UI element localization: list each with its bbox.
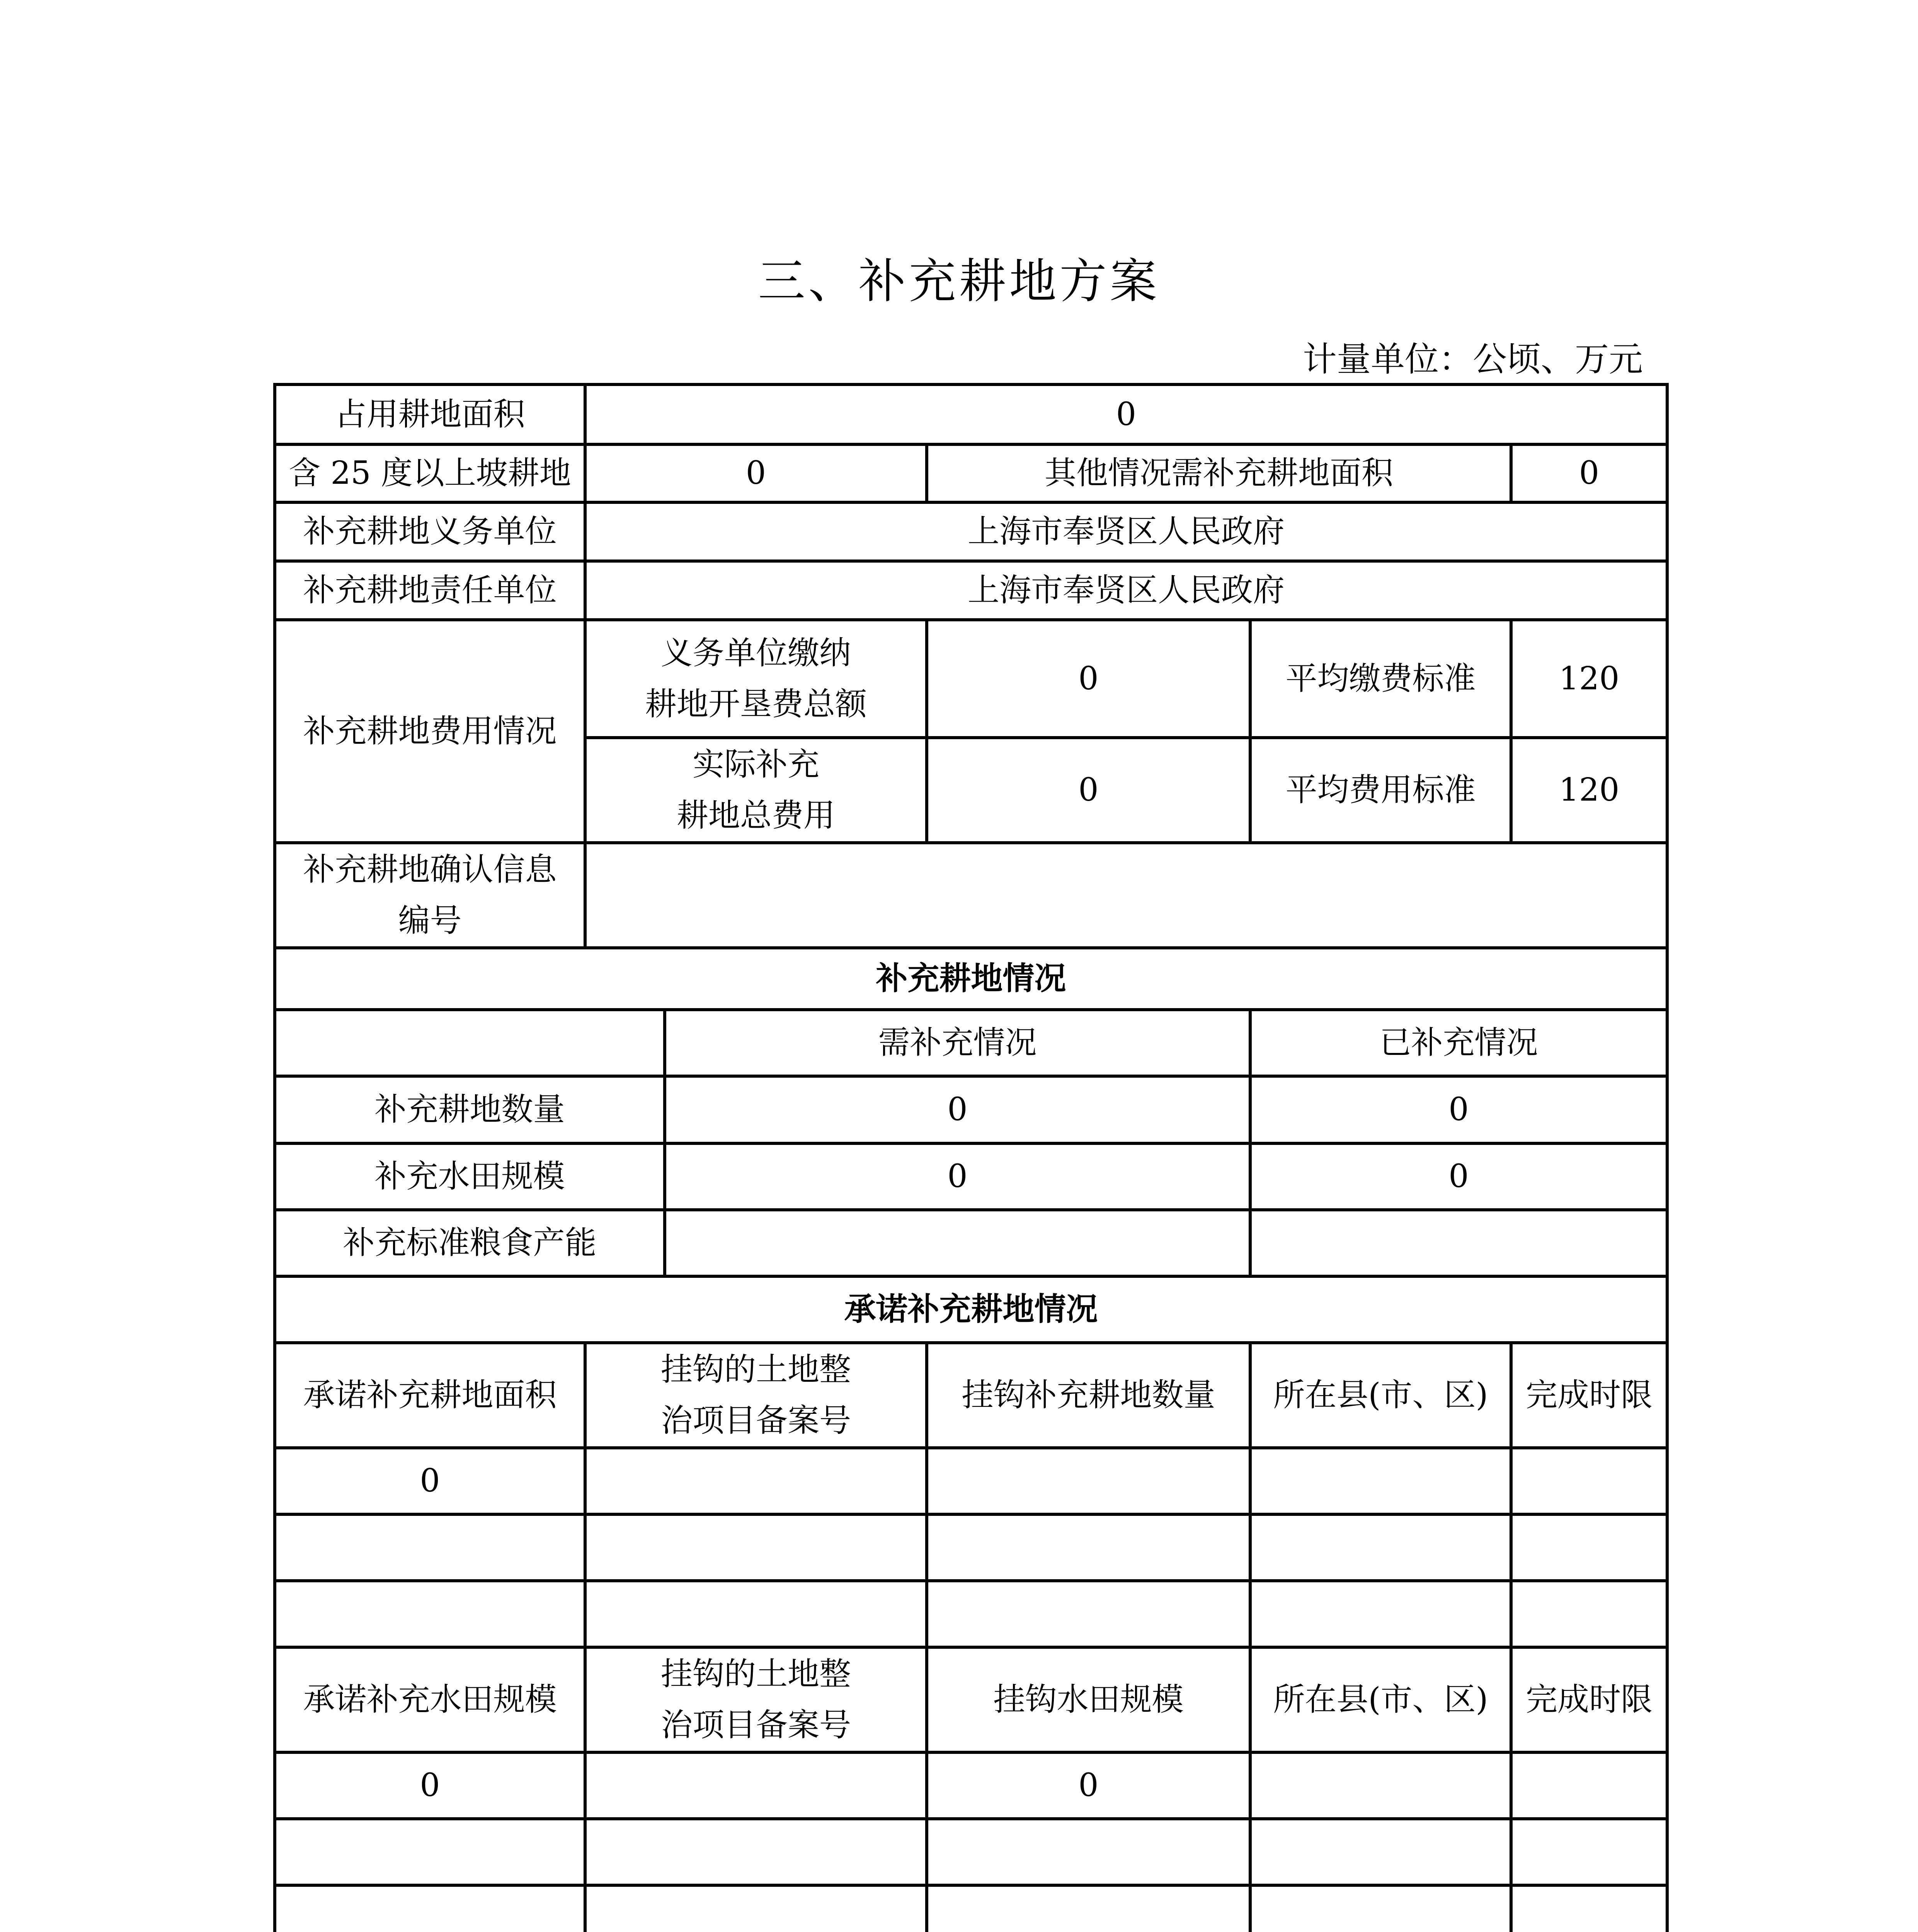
promise-cell xyxy=(585,1752,927,1819)
fee-row xyxy=(275,620,1667,738)
situation-header-row xyxy=(275,948,1667,1010)
project-number-label: 挂钩的土地整 治项目备案号 xyxy=(585,1647,927,1752)
promise-cell xyxy=(275,1819,585,1885)
deadline-label: 完成时限 xyxy=(1511,1343,1667,1448)
situation-column-row xyxy=(275,1010,1667,1076)
responsible-row xyxy=(275,561,1667,620)
fee-total-value: 0 xyxy=(927,620,1250,738)
promise-cell xyxy=(1250,1752,1511,1819)
actual-std-value: 120 xyxy=(1511,738,1667,843)
county-label: 所在县(市、区) xyxy=(1250,1343,1511,1448)
promise-cell xyxy=(585,1448,927,1514)
situation-need: 0 xyxy=(665,1076,1250,1143)
fee-std-value: 120 xyxy=(1511,620,1667,738)
actual-label: 实际补充 耕地总费用 xyxy=(585,738,927,843)
promise-cell xyxy=(1511,1514,1667,1581)
situation-label: 补充水田规模 xyxy=(275,1143,665,1210)
land-plan-table xyxy=(273,383,1669,1932)
promise-cell xyxy=(927,1581,1250,1647)
responsible-value: 上海市奉贤区人民政府 xyxy=(585,561,1667,620)
promise-cell xyxy=(1511,1885,1667,1932)
promise-cell xyxy=(275,1514,585,1581)
obligation-row xyxy=(275,502,1667,561)
promise-cell xyxy=(1250,1514,1511,1581)
slope-label: 含 25 度以上坡耕地 xyxy=(275,444,585,502)
promise-cell xyxy=(1250,1819,1511,1885)
situation-row xyxy=(275,1143,1667,1210)
fee-total-label: 义务单位缴纳 耕地开垦费总额 xyxy=(585,620,927,738)
promise-cell xyxy=(1250,1885,1511,1932)
cost-label: 补充耕地费用情况 xyxy=(275,620,585,843)
deadline-label: 完成时限 xyxy=(1511,1647,1667,1752)
promise-cell xyxy=(585,1819,927,1885)
obligation-value: 上海市奉贤区人民政府 xyxy=(585,502,1667,561)
situation-need xyxy=(665,1210,1250,1276)
unit-label: 计量单位：公顷、万元 xyxy=(1302,339,1643,379)
situation-need: 0 xyxy=(665,1143,1250,1210)
confirm-label: 补充耕地确认信息 编号 xyxy=(275,843,585,948)
situation-label: 补充标准粮食产能 xyxy=(275,1210,665,1276)
promise-area-label: 承诺补充耕地面积 xyxy=(275,1343,585,1448)
county-label: 所在县(市、区) xyxy=(1250,1647,1511,1752)
need-header: 需补充情况 xyxy=(665,1010,1250,1076)
other-value: 0 xyxy=(1511,444,1667,502)
promise-row xyxy=(275,1819,1667,1885)
promise-cell: 0 xyxy=(275,1752,585,1819)
promise-column-row xyxy=(275,1343,1667,1448)
promise-row xyxy=(275,1752,1667,1819)
promise-cell xyxy=(927,1514,1250,1581)
situation-done xyxy=(1250,1210,1667,1276)
promise-cell: 0 xyxy=(275,1448,585,1514)
situation-done: 0 xyxy=(1250,1143,1667,1210)
responsible-label: 补充耕地责任单位 xyxy=(275,561,585,620)
slope-row xyxy=(275,444,1667,502)
other-label: 其他情况需补充耕地面积 xyxy=(927,444,1511,502)
situation-row xyxy=(275,1210,1667,1276)
situation-label: 补充耕地数量 xyxy=(275,1076,665,1143)
promise-cell xyxy=(275,1885,585,1932)
promise-header-row xyxy=(275,1276,1667,1343)
situation-done: 0 xyxy=(1250,1076,1667,1143)
promise-cell xyxy=(585,1885,927,1932)
promise-cell xyxy=(275,1581,585,1647)
promise-cell xyxy=(1250,1581,1511,1647)
promise-cell xyxy=(1511,1752,1667,1819)
promise-cell xyxy=(927,1448,1250,1514)
occupied-value: 0 xyxy=(585,384,1667,444)
project-number-label: 挂钩的土地整 治项目备案号 xyxy=(585,1343,927,1448)
promise-cell xyxy=(927,1819,1250,1885)
promise-cell xyxy=(585,1581,927,1647)
page-title: 三、补充耕地方案 xyxy=(758,254,1160,309)
fee-std-label: 平均缴费标准 xyxy=(1250,620,1511,738)
promise-cell xyxy=(1250,1448,1511,1514)
promise-cell xyxy=(1511,1581,1667,1647)
situation-blank xyxy=(275,1010,665,1076)
promise-row xyxy=(275,1581,1667,1647)
occupied-row xyxy=(275,384,1667,444)
confirm-value xyxy=(585,843,1667,948)
promise-row xyxy=(275,1885,1667,1932)
obligation-label: 补充耕地义务单位 xyxy=(275,502,585,561)
promise-header: 承诺补充耕地情况 xyxy=(275,1276,1667,1343)
linked-quantity-label: 挂钩补充耕地数量 xyxy=(927,1343,1250,1448)
linked-paddy-label: 挂钩水田规模 xyxy=(927,1647,1250,1752)
slope-value: 0 xyxy=(585,444,927,502)
actual-std-label: 平均费用标准 xyxy=(1250,738,1511,843)
promise-row xyxy=(275,1448,1667,1514)
actual-value: 0 xyxy=(927,738,1250,843)
promise-cell xyxy=(927,1885,1250,1932)
confirm-row xyxy=(275,843,1667,948)
promise-cell xyxy=(1511,1448,1667,1514)
promise-cell: 0 xyxy=(927,1752,1250,1819)
promise-row xyxy=(275,1514,1667,1581)
occupied-label: 占用耕地面积 xyxy=(275,384,585,444)
promise-column-row xyxy=(275,1647,1667,1752)
situation-row xyxy=(275,1076,1667,1143)
promise-cell xyxy=(1511,1819,1667,1885)
promise-cell xyxy=(585,1514,927,1581)
promise-paddy-label: 承诺补充水田规模 xyxy=(275,1647,585,1752)
done-header: 已补充情况 xyxy=(1250,1010,1667,1076)
situation-header: 补充耕地情况 xyxy=(275,948,1667,1010)
